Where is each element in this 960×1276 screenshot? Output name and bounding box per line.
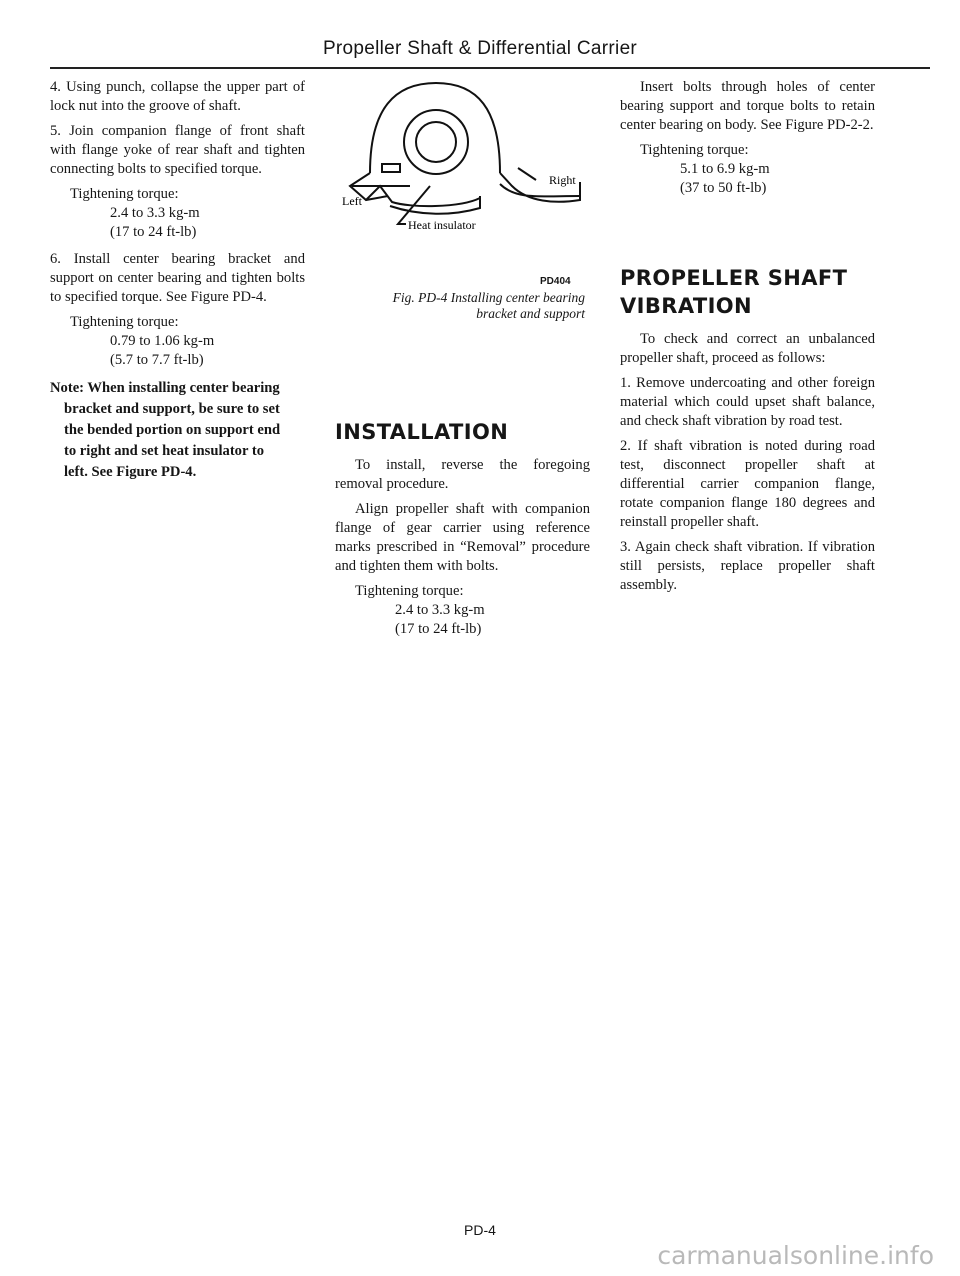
torque-value-imperial: (37 to 50 ft-lb) <box>680 180 767 196</box>
figure-code: PD404 <box>540 276 571 287</box>
section-heading-vibration <box>620 264 875 320</box>
step-5: 5. Join companion flange of front shaft with flange yoke of rear shaft and tighten connecting bolts to specified torque. <box>50 123 305 177</box>
torque-value-metric: 5.1 to 6.9 kg-m <box>680 161 770 177</box>
vibration-intro: To check and correct an unbalanced propeller shaft, proceed as follows: <box>620 331 875 366</box>
vibration-step-2: 2. If shaft vibration is noted during road test, disconnect propeller shaft at differential carrier companion flange, rotate companion flange 180 degrees and reinstall propeller shaft. <box>620 438 875 530</box>
column-right <box>620 78 875 601</box>
torque-spec-3 <box>335 582 590 639</box>
installation-para-2: Align propeller shaft with companion flange of gear carrier using reference marks prescribed in “Removal” procedure and tighten them with bolts. <box>335 501 590 574</box>
vibration-step-1: 1. Remove undercoating and other foreign material which could upset shaft balance, and check shaft vibration by road test. <box>620 375 875 429</box>
torque-label: Tightening torque: <box>70 186 179 202</box>
note-line: the bended portion on support end <box>64 422 281 438</box>
section-heading-installation: INSTALLATION <box>335 420 509 444</box>
note-line: to right and set heat insulator to <box>64 443 264 459</box>
torque-spec-4 <box>620 141 875 198</box>
page-header: Propeller Shaft & Differential Carrier <box>322 38 638 59</box>
torque-value-metric: 2.4 to 3.3 kg-m <box>110 205 200 221</box>
label-right: Right <box>549 173 576 187</box>
torque-value-metric: 0.79 to 1.06 kg-m <box>110 333 215 349</box>
center-bearing-bracket-drawing <box>340 78 590 278</box>
figure-caption <box>355 290 585 322</box>
installation-note <box>50 378 305 483</box>
heading-line: VIBRATION <box>620 294 753 318</box>
note-line: Note: When installing center bearing <box>50 380 280 396</box>
torque-label: Tightening torque: <box>640 142 749 158</box>
torque-spec-2 <box>50 313 305 370</box>
step-4: 4. Using punch, collapse the upper part of lock nut into the groove of shaft. <box>50 79 305 114</box>
torque-value-metric: 2.4 to 3.3 kg-m <box>395 602 485 618</box>
column-left <box>50 78 305 483</box>
column-middle <box>335 418 590 647</box>
torque-value-imperial: (17 to 24 ft-lb) <box>110 224 197 240</box>
caption-line: bracket and support <box>476 306 585 321</box>
note-line: left. See Figure PD-4. <box>64 464 197 480</box>
step-6: 6. Install center bearing bracket and support on center bearing and tighten bolts to specified torque. See Figure PD-4. <box>50 251 305 305</box>
torque-value-imperial: (17 to 24 ft-lb) <box>395 621 482 637</box>
torque-spec-1 <box>50 185 305 242</box>
label-heat-insulator: Heat insulator <box>408 218 476 232</box>
installation-para-1: To install, reverse the foregoing removal procedure. <box>335 457 590 492</box>
watermark: carmanualsonline.info <box>657 1241 934 1270</box>
caption-line: Fig. PD-4 Installing center bearing <box>392 290 585 305</box>
note-line: bracket and support, be sure to set <box>64 401 280 417</box>
torque-label: Tightening torque: <box>70 314 179 330</box>
vibration-step-3: 3. Again check shaft vibration. If vibration still persists, replace propeller shaft assembly. <box>620 539 875 593</box>
page-number: PD-4 <box>464 1222 496 1238</box>
center-bearing-para: Insert bolts through holes of center bearing support and torque bolts to retain center bearing on body. See Figure PD-2-2. <box>620 79 875 133</box>
header-rule <box>50 67 930 69</box>
heading-line: PROPELLER SHAFT <box>620 266 848 290</box>
label-left: Left <box>342 194 362 208</box>
torque-label: Tightening torque: <box>355 583 464 599</box>
torque-value-imperial: (5.7 to 7.7 ft-lb) <box>110 352 204 368</box>
